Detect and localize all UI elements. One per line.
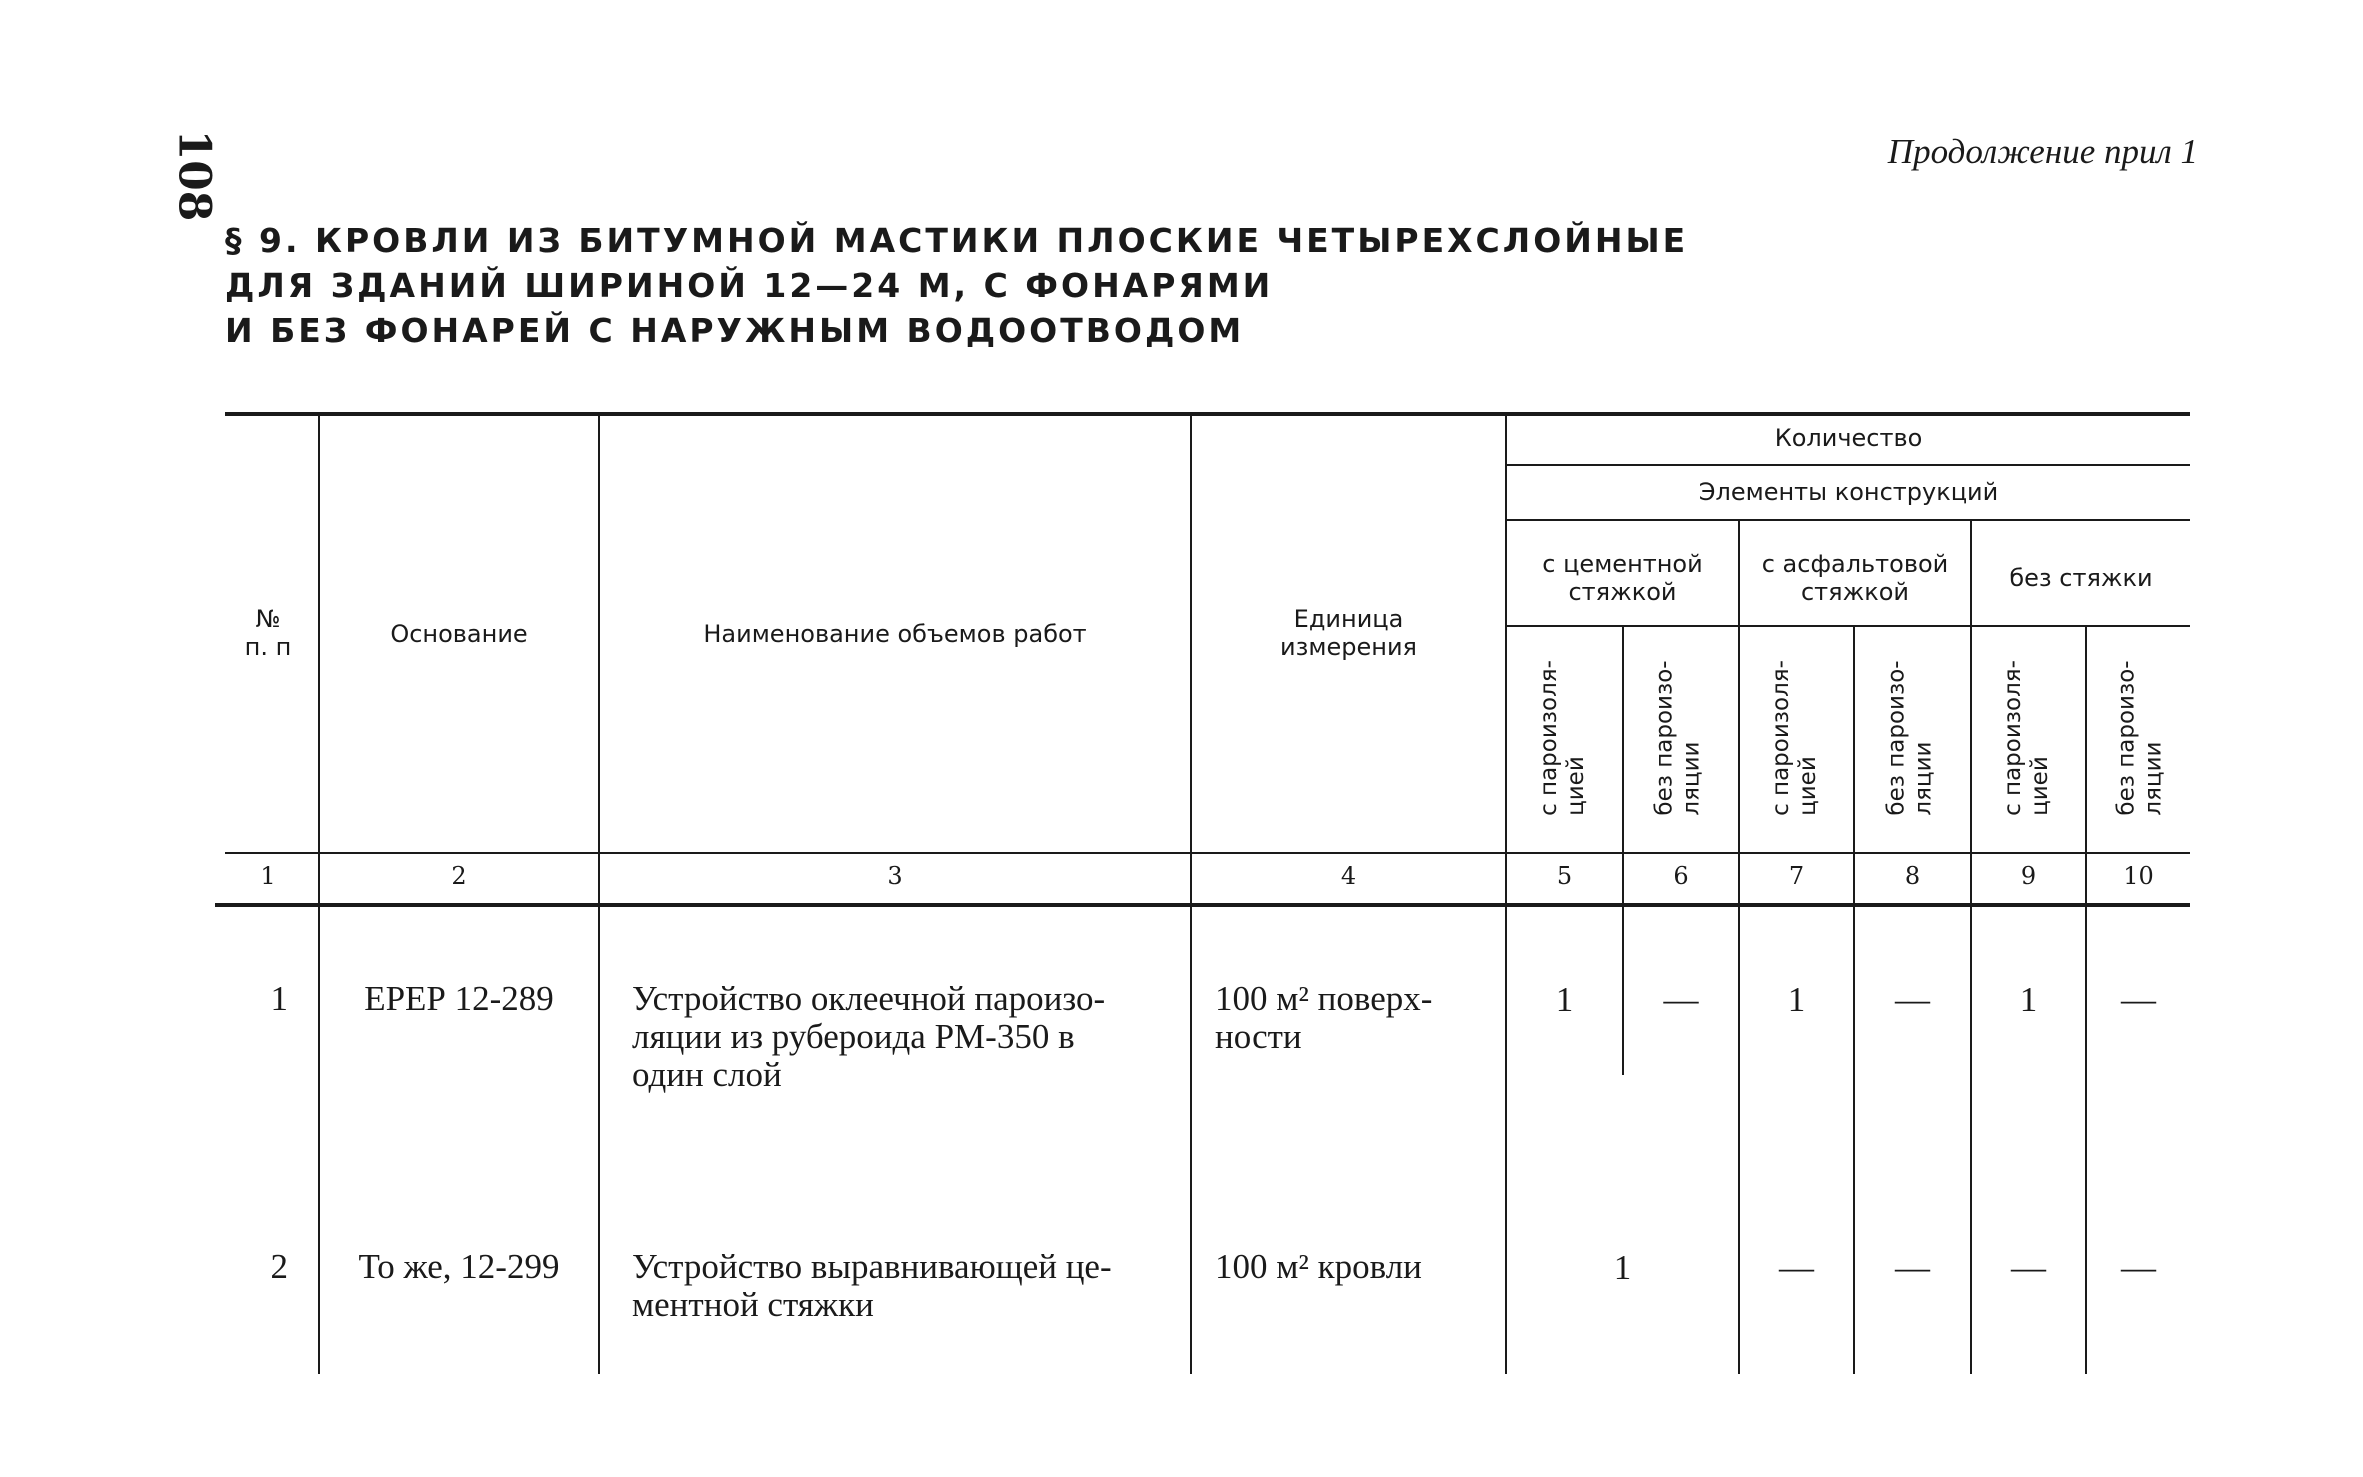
- continuation-note: Продолжение прил 1: [1887, 132, 2198, 171]
- column-number: 1: [260, 862, 276, 890]
- qty-cell: —: [1663, 980, 1699, 1019]
- qty-cell: 1: [1555, 980, 1574, 1019]
- column-number: 4: [1340, 862, 1357, 890]
- header-unit: Единица измерения: [1280, 605, 1417, 661]
- header-group-asphalt: с асфальтовой стяжкой: [1761, 550, 1949, 606]
- qty-cell: —: [2121, 980, 2156, 1019]
- column-number: 8: [1904, 862, 1921, 890]
- header-sub-6: без пароизо- ляции: [1652, 660, 1706, 816]
- column-number: 7: [1788, 862, 1805, 890]
- qty-cell: —: [1779, 1248, 1814, 1287]
- column-number: 9: [2020, 862, 2037, 890]
- qty-cell: —: [2121, 1248, 2156, 1287]
- qty-cell: 1: [1787, 980, 1806, 1019]
- column-number: 10: [2123, 862, 2154, 890]
- row-num: 2: [270, 1247, 288, 1286]
- qty-cell: —: [1895, 1248, 1930, 1287]
- header-num: № п. п: [244, 605, 292, 661]
- row-num: 1: [270, 979, 288, 1018]
- title-line: И БЕЗ ФОНАРЕЙ С НАРУЖНЫМ ВОДООТВОДОМ: [225, 311, 1245, 350]
- header-work-name: Наименование объемов работ: [703, 620, 1087, 648]
- column-number: 2: [451, 862, 467, 890]
- column-number: 6: [1673, 862, 1689, 890]
- row-unit: 100 м² поверх- ности: [1215, 979, 1433, 1056]
- column-number: 5: [1556, 862, 1573, 890]
- row-work: Устройство выравнивающей це- ментной стяжки: [632, 1247, 1112, 1324]
- header-sub-7: с пароизоля- цией: [1768, 660, 1822, 816]
- qty-cell: —: [1895, 980, 1930, 1019]
- row-basis: То же, 12-299: [358, 1247, 560, 1286]
- header-basis: Основание: [390, 620, 528, 648]
- qty-cell-merged: 1: [1613, 1248, 1632, 1287]
- header-sub-5: с пароизоля- цией: [1536, 660, 1590, 816]
- title-line: ДЛЯ ЗДАНИЙ ШИРИНОЙ 12—24 М, С ФОНАРЯМИ: [225, 266, 1274, 305]
- row-work: Устройство оклеечной пароизо- ляции из рубероида РМ-350 в один слой: [632, 979, 1106, 1094]
- qty-cell: 1: [2019, 980, 2038, 1019]
- header-sub-8: без пароизо- ляции: [1884, 660, 1938, 816]
- header-group-cement: с цементной стяжкой: [1542, 550, 1703, 606]
- header-quantity: Количество: [1774, 424, 1923, 452]
- row-unit: 100 м² кровли: [1215, 1247, 1422, 1286]
- header-elements: Элементы конструкций: [1698, 478, 1999, 506]
- header-sub-10: без пароизо- ляции: [2114, 660, 2168, 816]
- column-number: 3: [887, 862, 903, 890]
- page-number: 108: [168, 129, 220, 222]
- title-line: § 9. КРОВЛИ ИЗ БИТУМНОЙ МАСТИКИ ПЛОСКИЕ ЧЕТЫРЕХСЛОЙНЫЕ: [225, 221, 1689, 260]
- header-group-none: без стяжки: [2009, 564, 2153, 592]
- qty-cell: —: [2011, 1248, 2046, 1287]
- header-sub-9: с пароизоля- цией: [2000, 660, 2054, 816]
- row-basis: ЕРЕР 12-289: [364, 979, 554, 1018]
